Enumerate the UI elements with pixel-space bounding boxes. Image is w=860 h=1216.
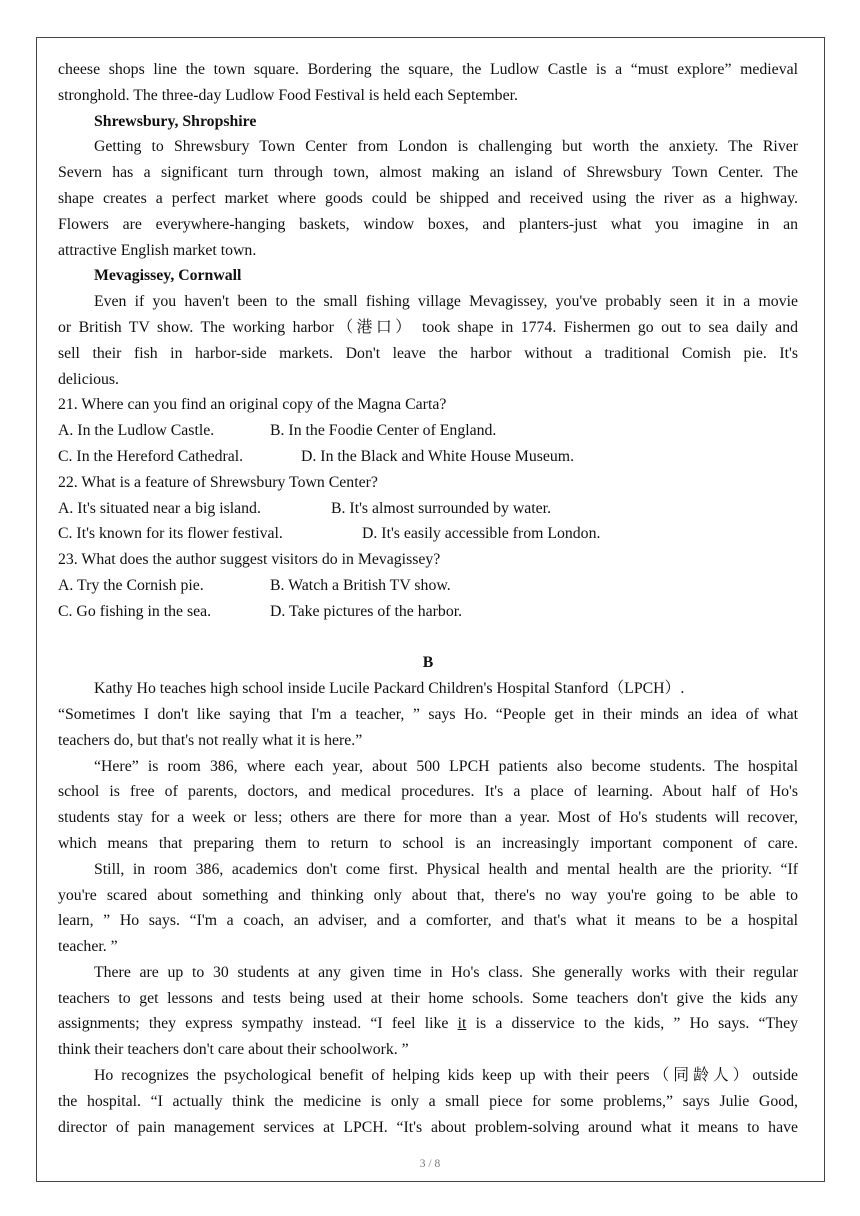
option-21-a: A. In the Ludlow Castle. [58,422,215,440]
option-21-d: D. In the Black and White House Museum. [301,447,575,465]
option-23-a: A. Try the Cornish pie. [58,576,204,594]
option-22-d: D. It's easily accessible from London. [362,525,601,543]
question-22-options-row-1 [58,496,798,522]
option-21-c: C. In the Hereford Cathedral. [58,447,244,465]
text-line: teachers do, but that's not really what it is here.” [58,731,363,749]
text-line: teachers to get lessons and tests being used at their home schools. Some teachers don't give the kids any [58,989,798,1007]
option-23-c: C. Go fishing in the sea. [58,602,212,620]
option-23-b: B. Watch a British TV show. [270,576,451,594]
option-22-b: B. It's almost surrounded by water. [331,499,552,517]
question-23-options-row-2 [58,599,798,625]
text-line: school is free of parents, doctors, and medical procedures. It's a place of learning. About half of Ho's [58,783,798,801]
text-line: think their teachers don't care about their schoolwork. ” [58,1041,409,1059]
question-22: 22. What is a feature of Shrewsbury Town Center? [58,473,378,491]
text-line: “Sometimes I don't like saying that I'm a teacher, ” says Ho. “People get in their minds an idea of what [58,705,798,723]
question-21-options-row-1 [58,418,798,444]
text-line: There are up to 30 students at any given time in Ho's class. She generally works with their regular [94,963,798,981]
text-line [58,1011,798,1037]
text-line: shape creates a perfect market where goods could be shipped and received using the river as a highway. [58,189,798,207]
underlined-word: it [457,1015,467,1033]
page-number: 3 / 8 [419,1158,441,1170]
option-23-d: D. Take pictures of the harbor. [270,602,463,620]
text-line: attractive English market town. [58,241,257,259]
section-heading-shrewsbury: Shrewsbury, Shropshire [94,112,257,130]
text-line: delicious. [58,370,119,388]
text-line: director of pain management services at LPCH. “It's about problem-solving around what it means to have [58,1118,798,1136]
text-line: students stay for a week or less; others are there for more than a year. Most of Ho's students will recover, [58,809,798,827]
text-line: “Here” is room 386, where each year, about 500 LPCH patients also become students. The hospital [94,757,798,775]
text-line: which means that preparing them to return to school is an increasingly important component of care. [58,834,798,852]
text-line: Even if you haven't been to the small fishing village Mevagissey, you've probably seen it in a movie [94,293,798,311]
question-23-options-row-1 [58,573,798,599]
text-line: teacher. ” [58,938,118,956]
option-21-b: B. In the Foodie Center of England. [270,422,497,440]
text-line: stronghold. The three-day Ludlow Food Festival is held each September. [58,86,518,104]
section-heading-mevagissey: Mevagissey, Cornwall [94,267,242,285]
question-23: 23. What does the author suggest visitors do in Mevagissey? [58,551,441,569]
option-22-a: A. It's situated near a big island. [58,499,261,517]
question-22-options-row-2 [58,521,798,547]
page-content [58,57,798,1140]
text-line: Ho recognizes the psychological benefit of helping kids keep up with their peers（同龄人）outside [94,1067,798,1085]
text-line: Still, in room 386, academics don't come first. Physical health and mental health are the priority. “If [94,860,798,878]
text-line: cheese shops line the town square. Bordering the square, the Ludlow Castle is a “must explore” medieval [58,61,798,78]
text-line: you're scared about something and thinking only about that, there's no way you're going to be able to [58,886,798,904]
option-22-c: C. It's known for its flower festival. [58,525,283,543]
section-b-heading: B [422,654,434,672]
text-line: the hospital. “I actually think the medicine is only a small piece for some problems,” says Julie Good, [58,1092,798,1110]
text-line: Getting to Shrewsbury Town Center from London is challenging but worth the anxiety. The River [94,138,798,156]
question-21-options-row-2 [58,444,798,470]
text-line: Severn has a significant turn through town, almost making an island of Shrewsbury Town Center. The [58,164,798,182]
text-line: Kathy Ho teaches high school inside Lucile Packard Children's Hospital Stanford（LPCH）. [94,680,685,698]
text-line: sell their fish in harbor-side markets. Don't leave the harbor without a traditional Comish pie. It's [58,344,798,362]
text-fragment: is a disservice to the kids, ” Ho says. “They [466,1015,798,1033]
text-line: or British TV show. The working harbor（港口） took shape in 1774. Fishermen go out to sea daily and [58,318,798,336]
question-21: 21. Where can you find an original copy of the Magna Carta? [58,396,447,414]
text-line: Flowers are everywhere-hanging baskets, window boxes, and planters-just what you imagine in an [58,215,798,233]
text-line: learn, ” Ho says. “I'm a coach, an adviser, and a comforter, and that's what it means to be a hospital [58,912,798,930]
text-fragment: assignments; they express sympathy instead. “I feel like [58,1015,458,1033]
